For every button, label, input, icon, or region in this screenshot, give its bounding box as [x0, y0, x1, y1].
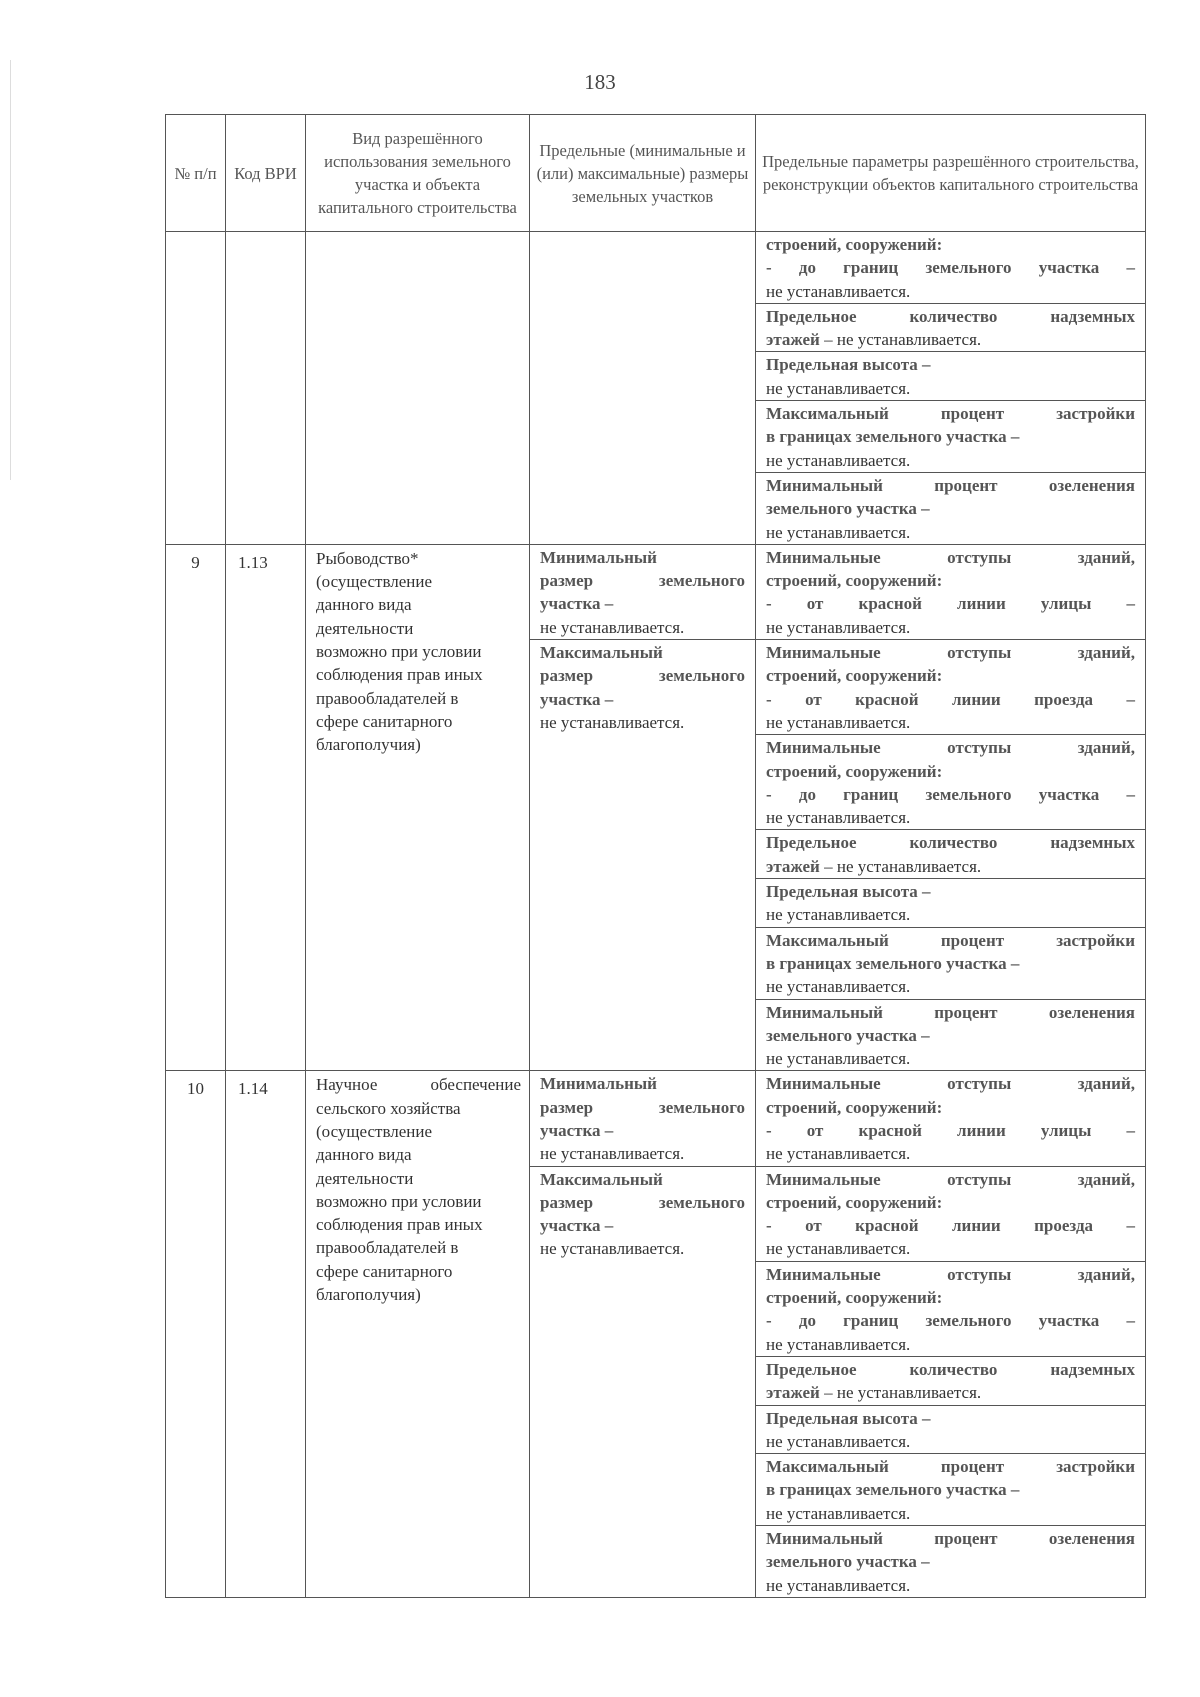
- param-block: [756, 879, 1145, 928]
- regulations-table-frame: [165, 114, 1145, 1595]
- param-label: участка –: [540, 1216, 614, 1236]
- header-code: Код ВРИ: [226, 115, 306, 232]
- use-line: данного вида: [316, 1145, 412, 1165]
- param-block: [756, 735, 1145, 830]
- param-label: Минимальные отступы зданий,: [766, 1169, 1135, 1189]
- param-label: - от красной линии проезда –: [766, 1216, 1135, 1236]
- param-label: строений, сооружений:: [766, 1288, 943, 1308]
- row-params: [756, 544, 1146, 1071]
- param-block: [530, 640, 755, 1070]
- param-block: [530, 545, 755, 640]
- param-value: не устанавливается.: [766, 1239, 911, 1259]
- param-block: [530, 1167, 755, 1597]
- param-value: не устанавливается.: [766, 281, 911, 301]
- param-label: Максимальный: [540, 1169, 663, 1189]
- header-size: Предельные (минимальные и (или) максимальные) размеры земельных участков: [530, 115, 756, 232]
- param-label: Минимальный процент озеленения: [766, 475, 1135, 495]
- header-num: № п/п: [166, 115, 226, 232]
- use-lines: [316, 1097, 521, 1307]
- param-value: не устанавливается.: [540, 712, 685, 732]
- cont-params-cell: [756, 232, 1146, 545]
- param-value: – не устанавливается.: [819, 856, 982, 876]
- header-row: [166, 115, 1146, 232]
- header-params: Предельные параметры разрешённого строительства, реконструкции объектов капитального строительства: [756, 115, 1146, 232]
- cont-size-cell: [530, 232, 756, 545]
- scan-margin-line: [10, 60, 11, 480]
- use-line: соблюдения прав иных: [316, 1215, 483, 1235]
- param-label: размер земельного: [540, 1097, 745, 1117]
- param-label: - до границ земельного участка –: [766, 784, 1135, 804]
- param-label: Предельная высота –: [766, 355, 931, 375]
- param-block: [756, 545, 1145, 640]
- table-row: [166, 1071, 1146, 1598]
- row-code: 1.13: [226, 544, 306, 1071]
- use-line: соблюдения прав иных: [316, 665, 483, 685]
- row-sizes: [530, 1071, 756, 1598]
- param-label: Минимальные отступы зданий,: [766, 738, 1135, 758]
- param-value: не устанавливается.: [766, 977, 911, 997]
- use-line: деятельности: [316, 1168, 414, 1188]
- param-block: [756, 928, 1145, 1000]
- param-value: не устанавливается.: [766, 905, 911, 925]
- param-label: Минимальный: [540, 547, 657, 567]
- row-use: [306, 1071, 530, 1598]
- row-num: 9: [166, 544, 226, 1071]
- param-label: Максимальный процент застройки: [766, 1457, 1135, 1477]
- param-label: Минимальные отступы зданий,: [766, 643, 1135, 663]
- param-label: этажей: [766, 856, 820, 876]
- param-label: Предельное количество надземных: [766, 833, 1135, 853]
- param-value: не устанавливается.: [766, 1431, 911, 1451]
- row-use: [306, 544, 530, 1071]
- param-block: [756, 401, 1145, 473]
- param-value: не устанавливается.: [766, 1503, 911, 1523]
- param-block: [756, 640, 1145, 735]
- param-label: строений, сооружений:: [766, 1097, 943, 1117]
- param-mixed-line: [766, 328, 1135, 351]
- param-label: в границах земельного участка –: [766, 1480, 1020, 1500]
- param-value: не устанавливается.: [766, 1144, 911, 1164]
- param-value: не устанавливается.: [766, 617, 911, 637]
- use-line: (осуществление: [316, 572, 433, 592]
- param-label: - до границ земельного участка –: [766, 258, 1135, 278]
- use-line: возможно при условии: [316, 1191, 482, 1211]
- param-block: [756, 1000, 1145, 1071]
- param-label: Максимальный: [540, 643, 663, 663]
- param-label: Минимальный процент озеленения: [766, 1529, 1135, 1549]
- table-row: [166, 544, 1146, 1071]
- row-params: [756, 1071, 1146, 1598]
- param-block: [756, 1454, 1145, 1526]
- param-label: в границах земельного участка –: [766, 953, 1020, 973]
- cont-code-cell: [226, 232, 306, 545]
- param-value: не устанавливается.: [540, 1144, 685, 1164]
- param-label: земельного участка –: [766, 499, 930, 519]
- param-block: [756, 473, 1145, 544]
- param-value: не устанавливается.: [540, 1239, 685, 1259]
- use-line: благополучия): [316, 735, 421, 755]
- param-label: Минимальный: [540, 1074, 657, 1094]
- use-title: Научное обеспечение: [316, 1075, 521, 1095]
- continuation-row: [166, 232, 1146, 545]
- param-label: в границах земельного участка –: [766, 427, 1020, 447]
- use-lines: [316, 570, 521, 756]
- param-label: Предельная высота –: [766, 882, 931, 902]
- param-label: участка –: [540, 594, 614, 614]
- page-number: 183: [584, 70, 616, 94]
- params-list: [756, 1071, 1145, 1597]
- param-block: [756, 1526, 1145, 1597]
- param-label: размер земельного: [540, 1192, 745, 1212]
- sizes-list: [530, 1071, 755, 1597]
- param-label: размер земельного: [540, 571, 745, 591]
- use-line: сфере санитарного: [316, 711, 453, 731]
- param-value: не устанавливается.: [766, 450, 911, 470]
- cont-params-list: [756, 232, 1145, 544]
- use-line: правообладателей в: [316, 1238, 459, 1258]
- param-block: [756, 232, 1145, 304]
- use-line: деятельности: [316, 618, 414, 638]
- param-block: [756, 1262, 1145, 1357]
- params-list: [756, 545, 1145, 1071]
- param-mixed-line: [766, 855, 1135, 878]
- param-value: – не устанавливается.: [819, 330, 982, 350]
- cont-num-cell: [166, 232, 226, 545]
- param-label: размер земельного: [540, 666, 745, 686]
- param-block: [756, 352, 1145, 401]
- param-label: Минимальные отступы зданий,: [766, 547, 1135, 567]
- use-line: (осуществление: [316, 1121, 433, 1141]
- param-label: Максимальный процент застройки: [766, 930, 1135, 950]
- param-label: - от красной линии улицы –: [766, 1120, 1135, 1140]
- param-value: не устанавливается.: [766, 712, 911, 732]
- param-label: строений, сооружений:: [766, 761, 943, 781]
- param-label: этажей: [766, 330, 820, 350]
- use-line: правообладателей в: [316, 688, 459, 708]
- param-label: Минимальный процент озеленения: [766, 1002, 1135, 1022]
- param-value: не устанавливается.: [766, 1575, 911, 1595]
- param-label: - до границ земельного участка –: [766, 1311, 1135, 1331]
- use-title: Рыбоводство*: [316, 548, 419, 568]
- param-value: не устанавливается.: [540, 617, 685, 637]
- param-value: не устанавливается.: [766, 808, 911, 828]
- param-value: – не устанавливается.: [819, 1383, 982, 1403]
- cont-use-cell: [306, 232, 530, 545]
- param-label: - от красной линии проезда –: [766, 689, 1135, 709]
- param-label: строений, сооружений:: [766, 666, 943, 686]
- sizes-list: [530, 545, 755, 1071]
- param-label: Максимальный процент застройки: [766, 404, 1135, 424]
- param-label: строений, сооружений:: [766, 235, 943, 254]
- use-line: сфере санитарного: [316, 1261, 453, 1281]
- use-line: данного вида: [316, 595, 412, 615]
- header-use: Вид разрешённого использования земельного участка и объекта капитального строительства: [306, 115, 530, 232]
- param-label: участка –: [540, 689, 614, 709]
- row-sizes: [530, 544, 756, 1071]
- param-value: не устанавливается.: [766, 1049, 911, 1069]
- param-label: Минимальные отступы зданий,: [766, 1264, 1135, 1284]
- use-line: сельского хозяйства: [316, 1098, 461, 1118]
- param-value: не устанавливается.: [766, 522, 911, 542]
- row-num: 10: [166, 1071, 226, 1598]
- param-value: не устанавливается.: [766, 1334, 911, 1354]
- param-block: [530, 1071, 755, 1166]
- param-block: [756, 1167, 1145, 1262]
- param-block: [756, 830, 1145, 879]
- param-block: [756, 1406, 1145, 1455]
- use-line: благополучия): [316, 1285, 421, 1305]
- param-block: [756, 304, 1145, 353]
- param-label: этажей: [766, 1383, 820, 1403]
- param-block: [756, 1071, 1145, 1166]
- param-label: участка –: [540, 1120, 614, 1140]
- use-line: возможно при условии: [316, 642, 482, 662]
- param-label: строений, сооружений:: [766, 571, 943, 591]
- param-label: Предельная высота –: [766, 1408, 931, 1428]
- param-label: Предельное количество надземных: [766, 1359, 1135, 1379]
- row-code: 1.14: [226, 1071, 306, 1598]
- param-label: земельного участка –: [766, 1025, 930, 1045]
- param-block: [756, 1357, 1145, 1406]
- regulations-table: [165, 114, 1146, 1598]
- param-label: строений, сооружений:: [766, 1192, 943, 1212]
- param-mixed-line: [766, 1381, 1135, 1404]
- param-value: не устанавливается.: [766, 378, 911, 398]
- param-label: Минимальные отступы зданий,: [766, 1074, 1135, 1094]
- param-label: земельного участка –: [766, 1552, 930, 1572]
- param-label: Предельное количество надземных: [766, 306, 1135, 326]
- param-label: - от красной линии улицы –: [766, 594, 1135, 614]
